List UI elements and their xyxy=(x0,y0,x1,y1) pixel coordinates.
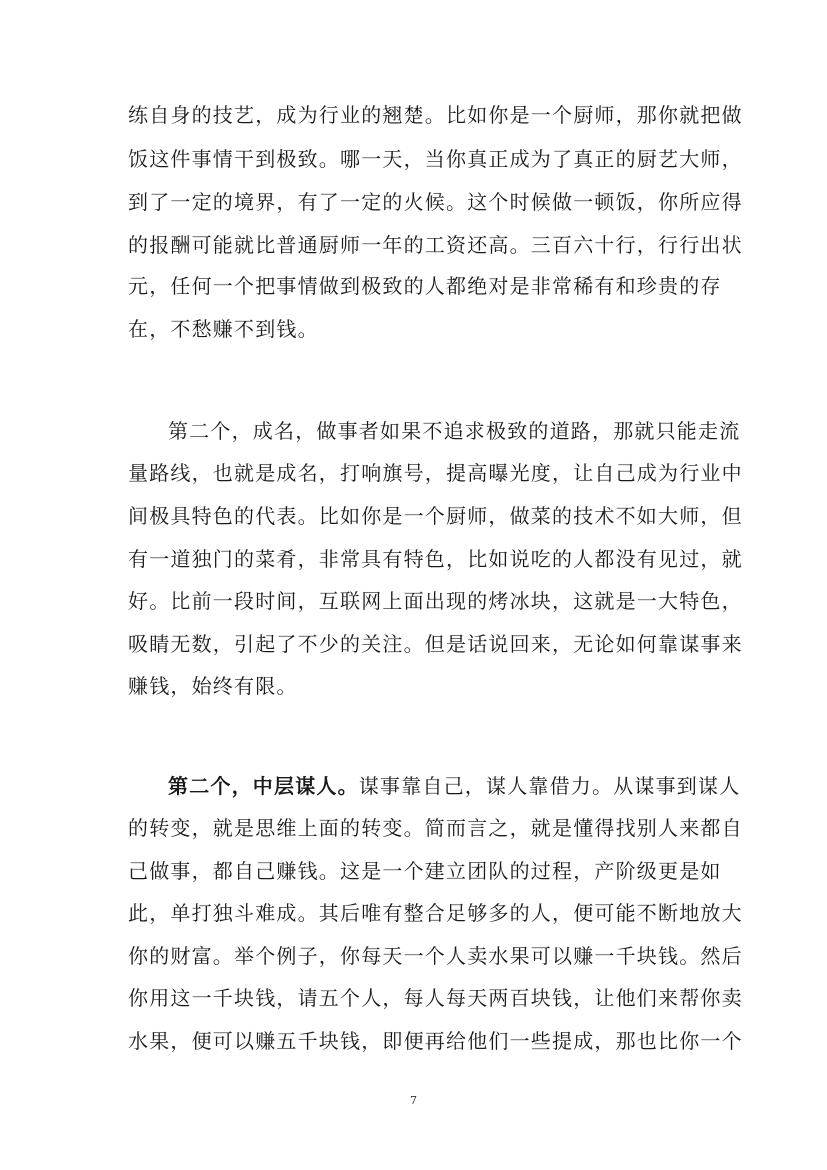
text-line: 的报酬可能就比普通厨师一年的工资还高。三百六十行，行行出状 xyxy=(128,233,743,257)
text-line: 饭这件事情干到极致。哪一天，当你真正成为了真正的厨艺大师， xyxy=(128,147,743,171)
text-line: 你的财富。举个例子，你每天一个人卖水果可以赚一千块钱。然后 xyxy=(128,944,743,968)
text-line: 好。比前一段时间，互联网上面出现的烤冰块，这就是一大特色， xyxy=(128,589,743,613)
heading-line-rest: 谋事靠自己，谋人靠借力。从谋事到谋人 xyxy=(358,774,741,798)
text-line: 练自身的技艺，成为行业的翘楚。比如你是一个厨师，那你就把做 xyxy=(128,103,743,127)
text-line: 此，单打独斗难成。其后唯有整合足够多的人，便可能不断地放大 xyxy=(128,901,743,925)
text-line: 到了一定的境界，有了一定的火候。这个时候做一顿饭，你所应得 xyxy=(128,190,743,214)
text-line: 你用这一千块钱，请五个人，每人每天两百块钱，让他们来帮你卖 xyxy=(128,986,743,1010)
text-line: 元，任何一个把事情做到极致的人都绝对是非常稀有和珍贵的存 xyxy=(128,274,722,298)
text-line: 有一道独门的菜肴，非常具有特色，比如说吃的人都没有见过，就 xyxy=(128,547,743,571)
text-line: 水果，便可以赚五千块钱，即便再给他们一些提成，那也比你一个 xyxy=(128,1029,743,1053)
paragraph-heading: 第二个，中层谋人。 xyxy=(168,774,359,798)
text-line xyxy=(168,772,741,800)
page-number: 7 xyxy=(410,1094,417,1107)
text-line: 赚钱，始终有限。 xyxy=(128,674,298,698)
text-line: 己做事，都自己赚钱。这是一个建立团队的过程，产阶级更是如 xyxy=(128,859,722,883)
text-line: 吸睛无数，引起了不少的关注。但是话说回来，无论如何靠谋事来 xyxy=(128,632,743,656)
text-line: 量路线，也就是成名，打响旗号，提高曝光度，让自己成为行业中 xyxy=(128,461,743,485)
text-line: 的转变，就是思维上面的转变。简而言之，就是懂得找别人来都自 xyxy=(128,816,743,840)
text-line: 第二个，成名，做事者如果不追求极致的道路，那就只能走流 xyxy=(168,419,741,443)
text-line: 在，不愁赚不到钱。 xyxy=(128,317,319,341)
text-line: 间极具特色的代表。比如你是一个厨师，做菜的技术不如大师，但 xyxy=(128,504,743,528)
